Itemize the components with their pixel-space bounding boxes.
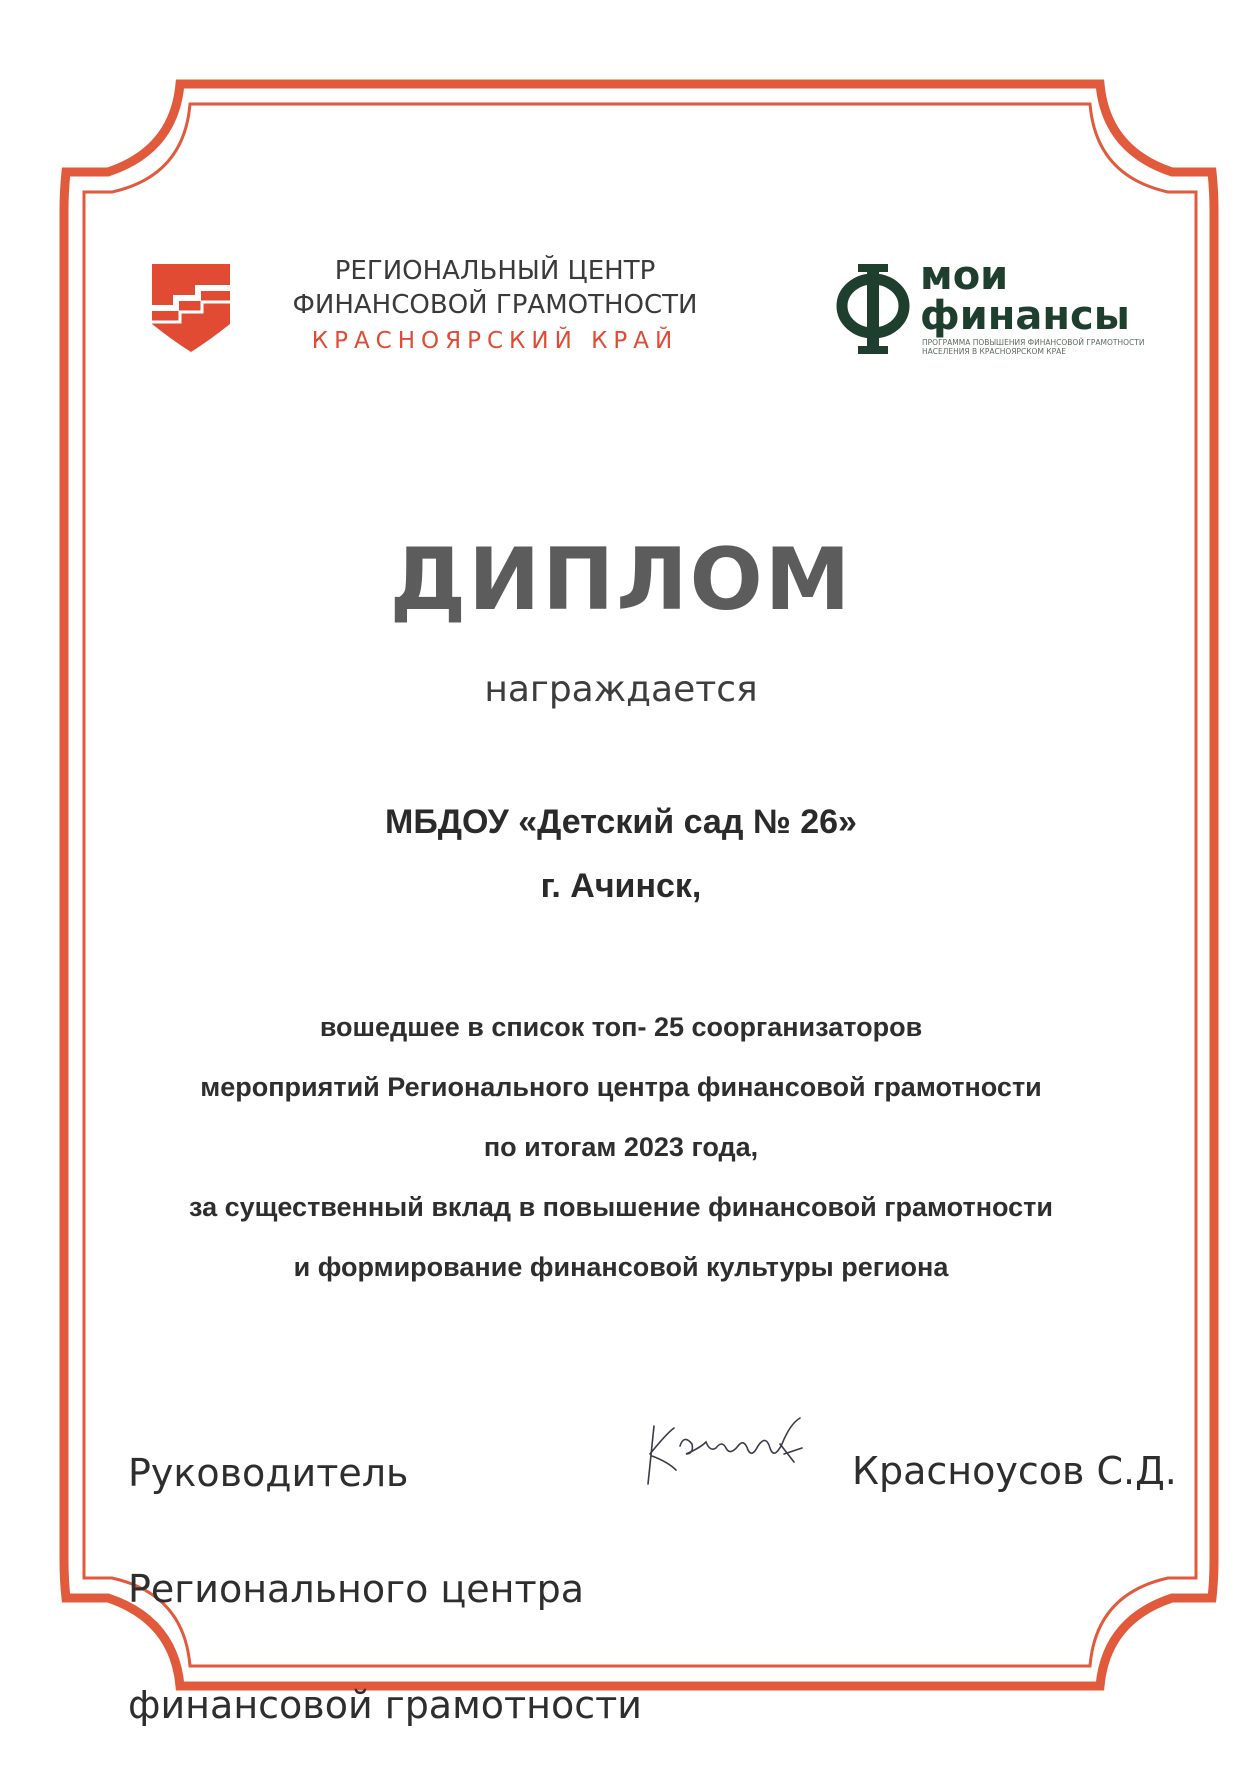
signer-position-line-1: Руководитель <box>128 1451 409 1495</box>
diploma-title: ДИПЛОМ <box>389 530 853 630</box>
moi-finansy-caption <box>922 338 1154 356</box>
moi-finansy-caption-line-1: ПРОГРАММА ПОВЫШЕНИЯ ФИНАНСОВОЙ ГРАМОТНОСТИ <box>922 338 1145 347</box>
moi-finansy-line-1: мои <box>920 253 1009 299</box>
moi-finansy-caption-line-2: НАСЕЛЕНИЯ В КРАСНОЯРСКОМ КРАЕ <box>922 347 1067 356</box>
rcfg-logo-text <box>260 254 730 360</box>
reason-line: за существенный вклад в повышение финансовой грамотности <box>189 1192 1053 1222</box>
reason-line: по итогам 2023 года, <box>483 1132 759 1162</box>
signer-position <box>128 1386 642 1792</box>
moi-finansy-title <box>920 253 1130 339</box>
reason-line: и формирование финансовой культуры региона <box>293 1252 949 1282</box>
rcfg-line-2: ФИНАНСОВОЙ ГРАМОТНОСТИ <box>292 290 698 320</box>
awarded-text: награждается <box>484 669 758 710</box>
signer-position-line-2: Регионального центра <box>128 1567 585 1611</box>
rcfg-line-3: КРАСНОЯРСКИЙ КРАЙ <box>311 328 679 354</box>
rcfg-line-1: РЕГИОНАЛЬНЫЙ ЦЕНТР <box>334 256 656 286</box>
recipient-name: МБДОУ «Детский сад № 26» <box>385 803 857 841</box>
reason-line: мероприятий Регионального центра финансовой грамотности <box>200 1072 1042 1102</box>
handwritten-signature-icon <box>640 1404 810 1494</box>
moi-finansy-logo-icon <box>836 262 910 356</box>
signer-name: Красноусов С.Д. <box>852 1449 1177 1493</box>
moi-finansy-line-2: финансы <box>920 293 1130 339</box>
signer-position-line-3: финансовой грамотности <box>128 1683 642 1727</box>
reason-line: вошедшее в список топ- 25 соорганизаторов <box>319 1012 923 1042</box>
rcfg-shield-logo-icon <box>150 262 232 354</box>
recipient-city: г. Ачинск, <box>540 867 702 905</box>
